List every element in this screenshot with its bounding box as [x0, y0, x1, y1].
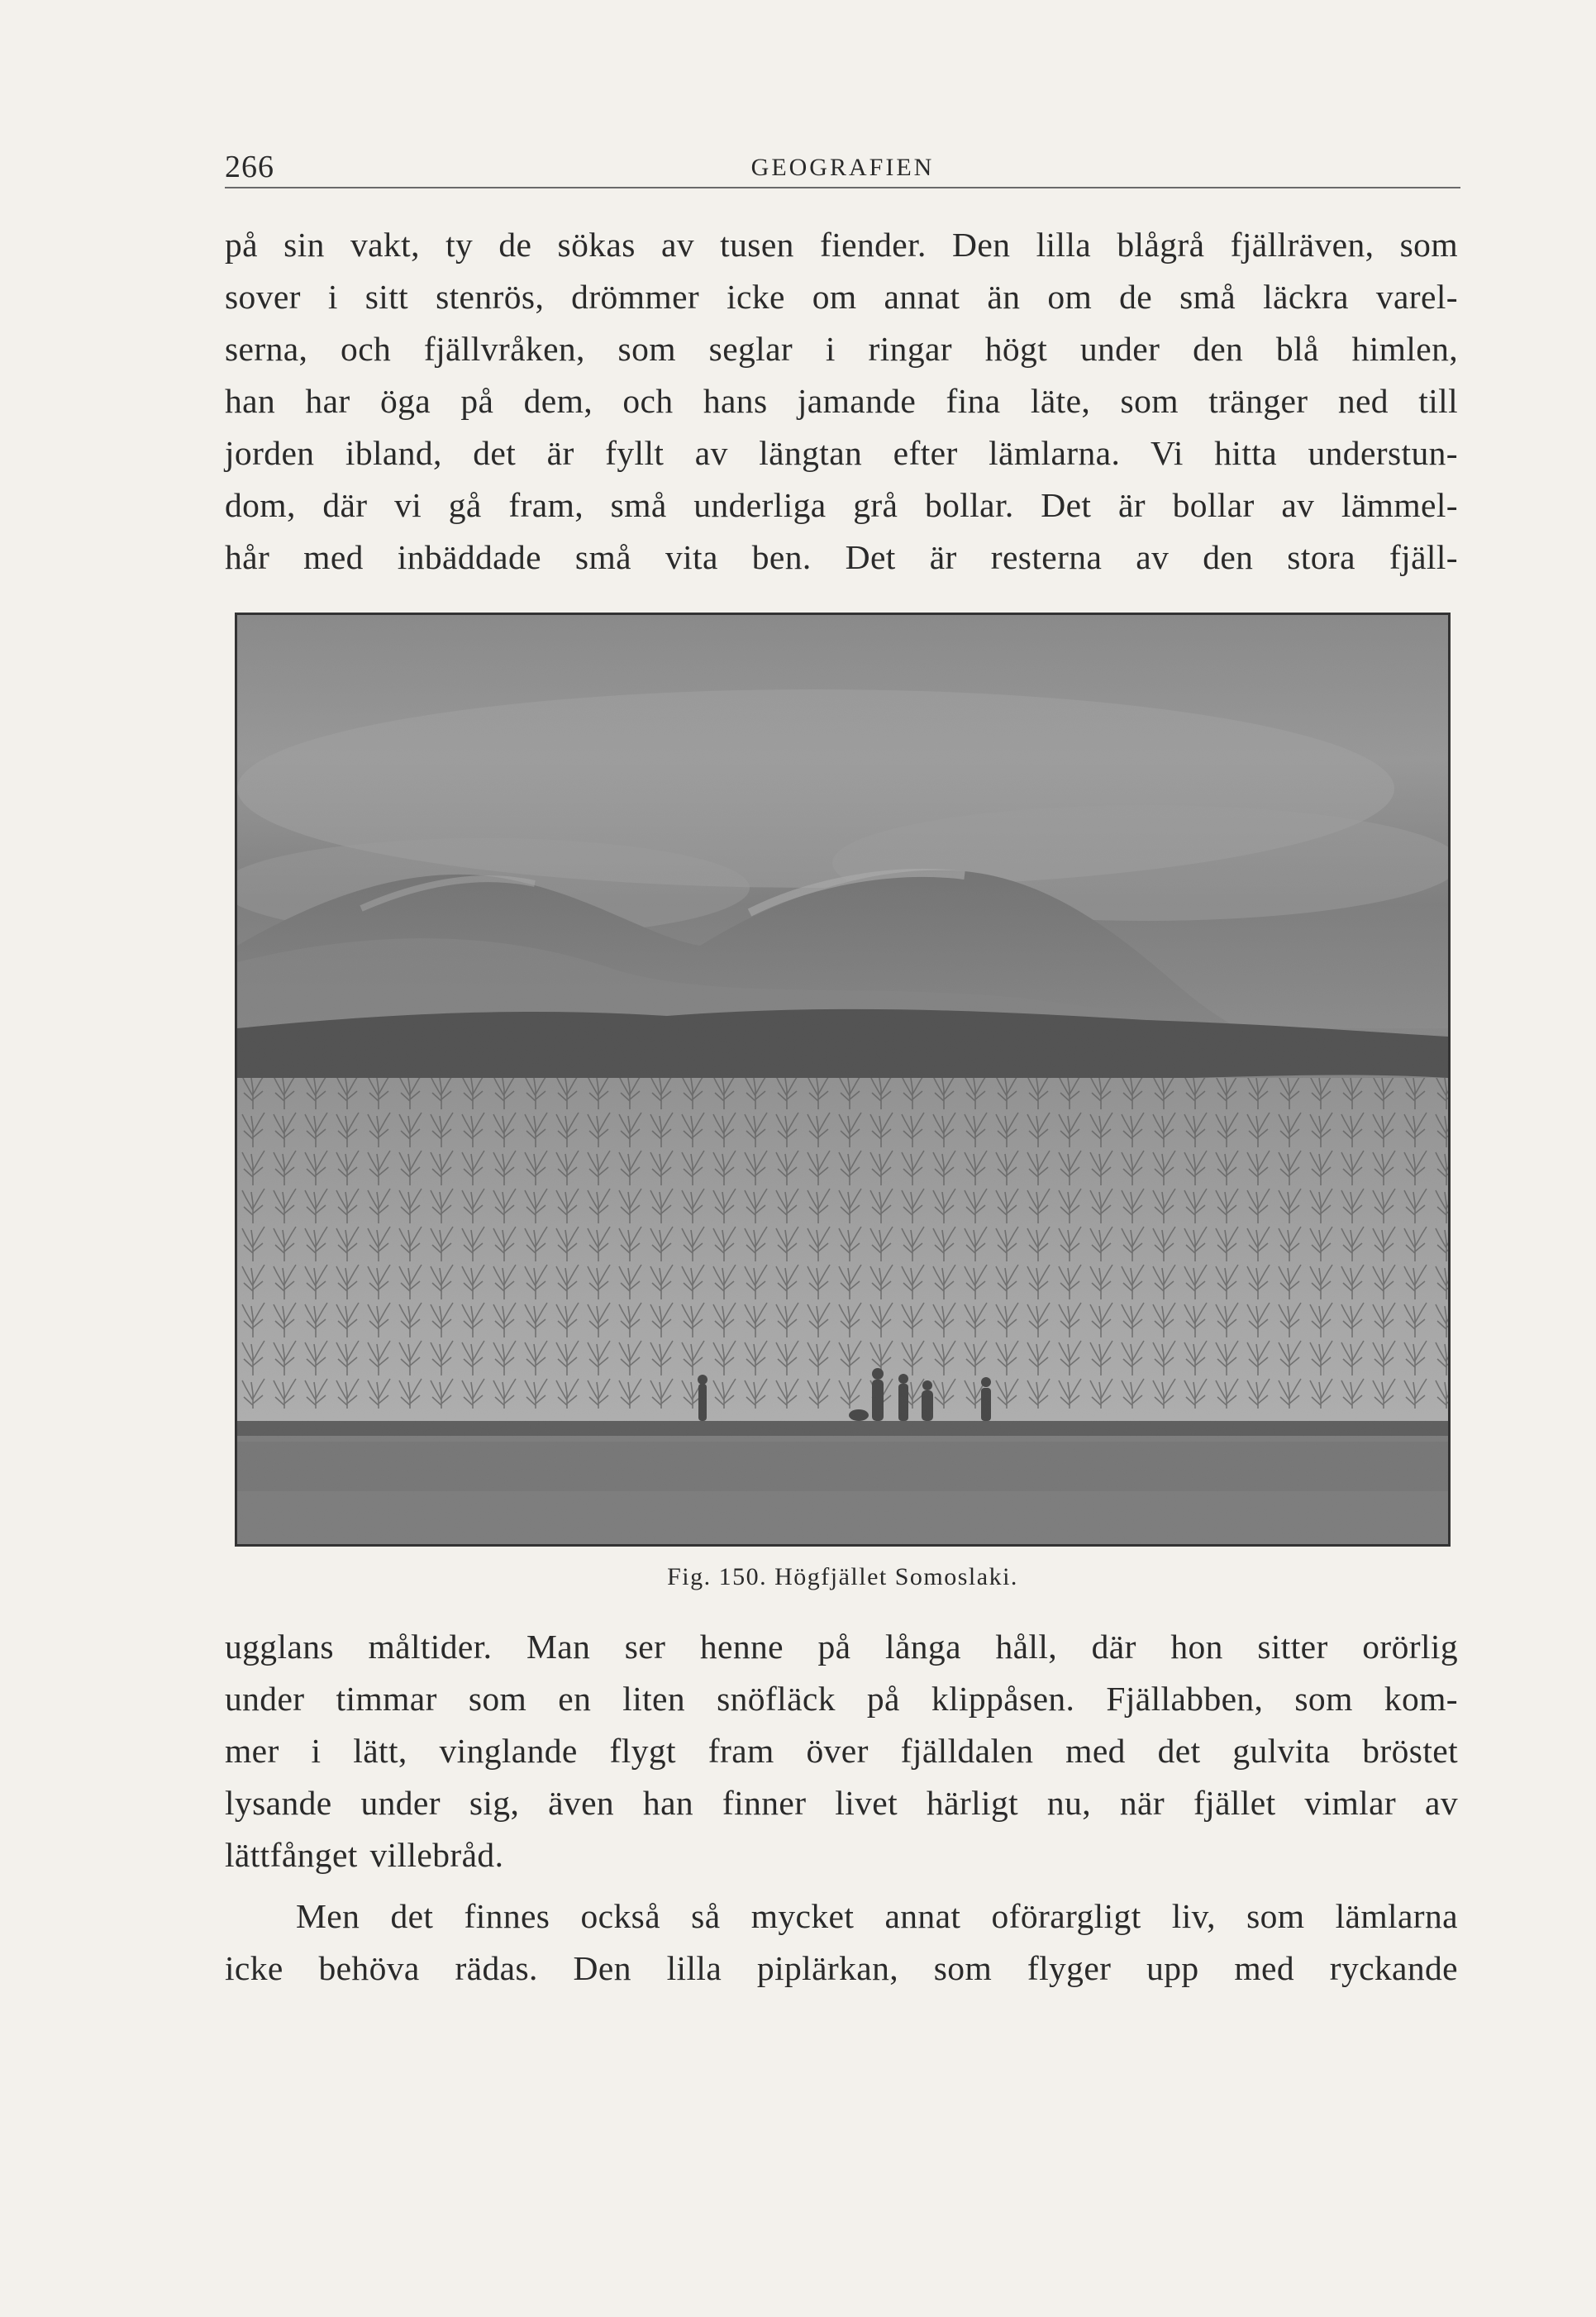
text-line: Men det finnes också så mycket annat oförargligt liv, som lämlarna: [296, 1897, 1458, 1935]
mountain-landscape-photo: [237, 615, 1448, 1544]
text-line: ugglans måltider. Man ser henne på långa håll, där hon sitter orörlig: [225, 1628, 1458, 1666]
text-line: sover i sitt stenrös, drömmer icke om annat än om de små läckra varel-: [225, 278, 1458, 316]
page-number: 266: [225, 150, 274, 184]
text-line: under timmar som en liten snöfläck på klippåsen. Fjällabben, som kom-: [225, 1680, 1458, 1718]
running-title: GEOGRAFIEN: [750, 154, 935, 181]
paragraph-1: [225, 219, 1458, 584]
text-line: hår med inbäddade små vita ben. Det är resterna av den stora fjäll-: [225, 538, 1458, 576]
figure-caption: Fig. 150. Högfjället Somoslaki.: [667, 1563, 1018, 1590]
text-line: dom, där vi gå fram, små underliga grå bollar. Det är bollar av lämmel-: [225, 486, 1458, 524]
paragraph-2: [225, 1621, 1458, 1881]
running-head: [225, 142, 1460, 184]
photo-figure: [235, 613, 1451, 1547]
header-rule: [225, 187, 1460, 188]
text-line: mer i lätt, vinglande flygt fram över fjälldalen med det gulvita bröstet: [225, 1732, 1458, 1770]
text-line: på sin vakt, ty de sökas av tusen fiender. Den lilla blågrå fjällräven, som: [225, 226, 1458, 264]
text-line: serna, och fjällvråken, som seglar i ringar högt under den blå himlen,: [225, 330, 1458, 368]
paragraph-3: [225, 1890, 1458, 1995]
text-line: lysande under sig, även han finner livet härligt nu, när fjället vimlar av: [225, 1784, 1458, 1822]
text-line: han har öga på dem, och hans jamande fina läte, som tränger ned till: [225, 382, 1458, 420]
text-line: lättfånget villebråd.: [225, 1836, 504, 1874]
text-line: jorden ibland, det är fyllt av längtan efter lämlarna. Vi hitta understun-: [225, 434, 1458, 472]
text-line: icke behöva rädas. Den lilla piplärkan, som flyger upp med ryckande: [225, 1949, 1458, 1987]
